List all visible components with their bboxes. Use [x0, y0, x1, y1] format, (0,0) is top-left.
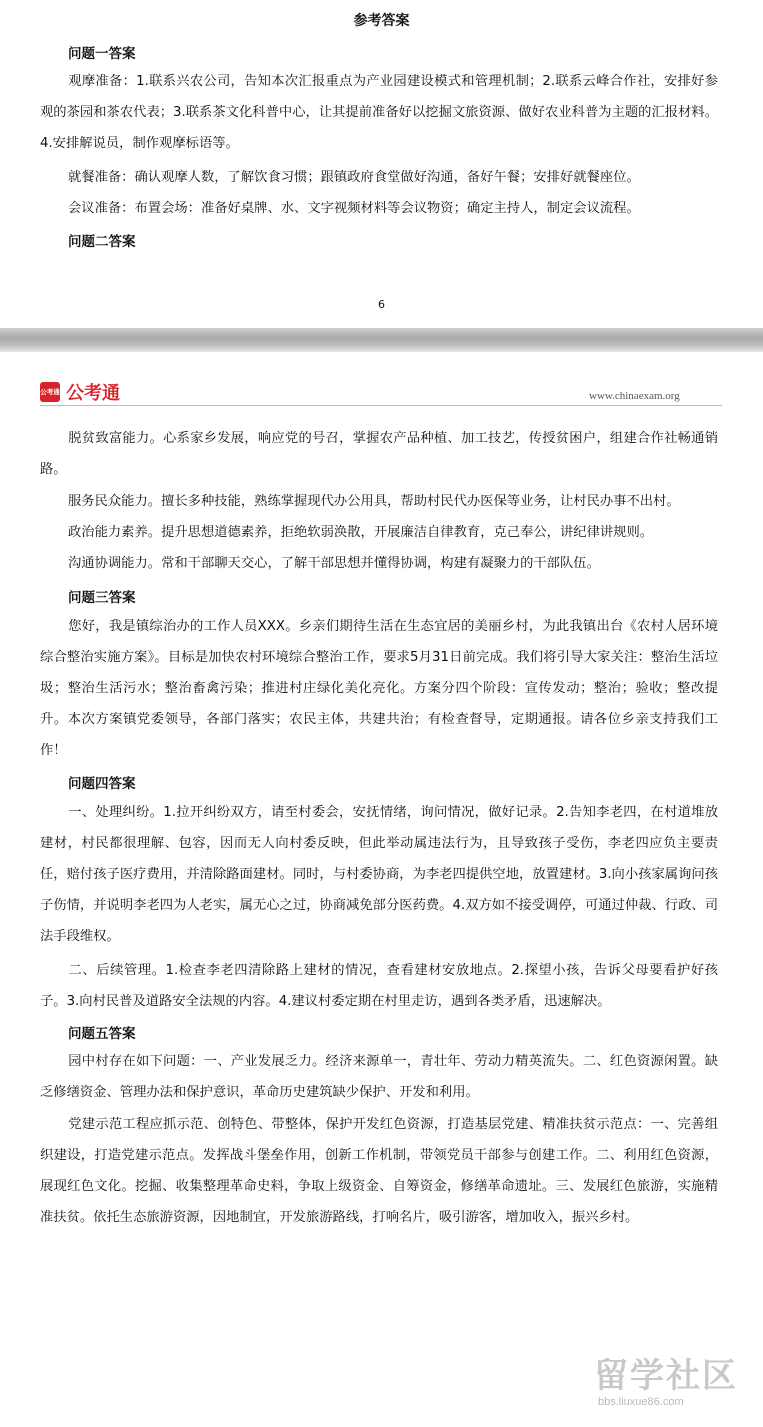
q4-paragraph-1: 一、处理纠纷。1.拉开纠纷双方，请至村委会，安抚情绪，询问情况，做好记录。2.告知李老四，在村道堆放建材，村民都很理解、包容，因而无人向村委反映，但此举动属违法行为，且导致孩子受伤，李老四应负主要责任，赔付孩子医疗费用，并清除路面建材。同时，与村委协商，为李老四提供空地，放置建材。3.向小孩家属询问孩子伤情，并说明李老四为人老实，属无心之过，协商减免部分医药费。4.双方如不接受调停，可通过仲裁、行政、司法手段维权。 — [40, 805, 718, 944]
site-url: www.chinaexam.org — [589, 390, 680, 402]
q2-paragraph-1: 脱贫致富能力。心系家乡发展，响应党的号召，掌握农产品种植、加工技艺，传授贫困户，组建合作社畅通销路。 — [40, 431, 718, 477]
header-divider — [40, 405, 722, 406]
q3-paragraph: 您好，我是镇综治办的工作人员XXX。乡亲们期待生活在生态宜居的美丽乡村，为此我镇出台《农村人居环境综合整治实施方案》。目标是加快农村环境综合整治工作，要求5月31日前完成。我们将引导大家关注：整治生活垃圾；整治生活污水；整治畜禽污染；推进村庄绿化美化亮化。方案分四个阶段：宣传发动；整治；验收；整改提升。本次方案镇党委领导，各部门落实；农民主体，共建共治；有检查督导，定期通报。请各位乡亲支持我们工作！ — [40, 619, 718, 758]
q5-paragraph-2: 党建示范工程应抓示范、创特色、带整体，保护开发红色资源，打造基层党建、精准扶贫示范点：一、完善组织建设，打造党建示范点。发挥战斗堡垒作用，创新工作机制，带领党员干部参与创建工作。二、利用红色资源，展现红色文化。挖掘、收集整理革命史料，争取上级资金、自筹资金，修缮革命遗址。三、发展红色旅游，实施精准扶贫。依托生态旅游资源，因地制宜，开发旅游路线，打响名片，吸引游客，增加收入，振兴乡村。 — [40, 1117, 718, 1225]
q1-paragraph-meeting: 会议准备：布置会场：准备好桌牌、水、文字视频材料等会议物资；确定主持人，制定会议流程。 — [68, 201, 640, 216]
logo-badge-icon: 公考通 — [40, 382, 60, 402]
q2-paragraph-4: 沟通协调能力。常和干部聊天交心，了解干部思想并懂得协调，构建有凝聚力的干部队伍。 — [68, 556, 600, 571]
q1-paragraph-observation: 观摩准备：1.联系兴农公司，告知本次汇报重点为产业园建设模式和管理机制；2.联系云峰合作社，安排好参观的茶园和茶农代表；3.联系茶文化科普中心，让其提前准备好以挖掘文旅资源、做好农业科普为主题的汇报材料。4.安排解说员，制作观摩标语等。 — [40, 74, 718, 151]
page-separator — [0, 328, 763, 352]
q5-paragraph-1: 园中村存在如下问题：一、产业发展乏力。经济来源单一，青壮年、劳动力精英流失。二、红色资源闲置。缺乏修缮资金、管理办法和保护意识，革命历史建筑缺少保护、开发和利用。 — [40, 1054, 718, 1100]
watermark — [594, 1356, 754, 1418]
q3-heading: 问题三答案 — [68, 590, 136, 606]
q4-paragraph-2: 二、后续管理。1.检查李老四清除路上建材的情况，查看建材安放地点。2.探望小孩，告诉父母要看护好孩子。3.向村民普及道路安全法规的内容。4.建议村委定期在村里走访，遇到各类矛盾，迅速解决。 — [40, 963, 718, 1009]
q1-paragraph-dining: 就餐准备：确认观摩人数，了解饮食习惯；跟镇政府食堂做好沟通，备好午餐；安排好就餐座位。 — [68, 170, 640, 185]
q5-heading: 问题五答案 — [68, 1026, 136, 1042]
q1-heading: 问题一答案 — [68, 46, 136, 62]
q2-heading: 问题二答案 — [68, 234, 136, 250]
q2-paragraph-2: 服务民众能力。擅长多种技能，熟练掌握现代办公用具，帮助村民代办医保等业务，让村民办事不出村。 — [68, 494, 680, 509]
q2-paragraph-3: 政治能力素养。提升思想道德素养，拒绝软弱涣散，开展廉洁自律教育，克己奉公，讲纪律讲规则。 — [68, 525, 654, 540]
document-title: 参考答案 — [353, 13, 410, 29]
watermark-text: 留学社区 — [594, 1356, 738, 1396]
brand-logo — [40, 381, 120, 403]
q4-heading: 问题四答案 — [68, 776, 136, 792]
watermark-url: bbs.liuxue86.com — [598, 1396, 684, 1408]
logo-text: 公考通 — [66, 383, 120, 404]
page-number: 6 — [378, 298, 385, 311]
